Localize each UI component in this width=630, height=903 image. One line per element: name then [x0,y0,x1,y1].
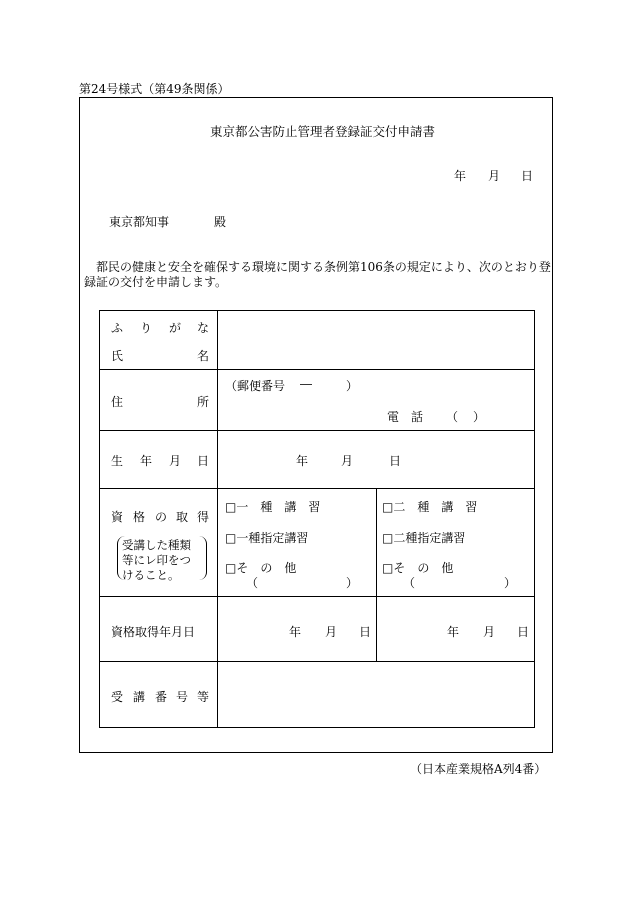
paper-size-note: （日本産業規格A列4番） [410,762,547,776]
date-day-label: 日 [521,169,534,183]
qualification-label-char-4: 取 [176,510,189,524]
phone-label: 電 話 [387,410,424,424]
birth-label-char-3: 月 [169,454,182,468]
checkbox-type1-course[interactable]: □一 種 講 習 [225,500,321,514]
qualification-label-char-2: 格 [133,510,146,524]
postal-label: （郵便番号 [225,379,286,393]
row-divider [99,369,535,370]
course-number-label-char-3: 番 [155,690,168,704]
birth-month-label: 月 [341,454,354,468]
birth-label-char-4: 日 [197,454,210,468]
furigana-char-3: が [169,321,182,335]
row-divider [99,430,535,431]
instruction-line-3: けること。 [122,568,180,582]
birth-label-char-2: 年 [140,454,153,468]
furigana-char-2: り [140,321,153,335]
label-column-divider [217,310,218,728]
furigana-char-4: な [197,321,210,335]
row-divider [99,661,535,662]
address-field[interactable] [220,371,532,428]
postal-close: ） [346,379,359,393]
checkbox-type1-designated-course[interactable]: □一種指定講習 [225,531,309,545]
name-label-char-2: 名 [197,349,210,363]
other-left-open-paren: （ [246,576,259,590]
furigana-char-1: ふ [111,321,124,335]
acq-right-year: 年 [447,625,460,639]
course-number-label-char-4: 号 [176,690,189,704]
checkbox-other-left[interactable]: □そ の 他 [225,561,297,575]
birth-day-label: 日 [389,454,402,468]
birth-label-char-1: 生 [111,454,124,468]
birth-date-field[interactable] [220,432,532,486]
qualification-label-char-5: 得 [197,510,210,524]
value-column-divider [376,488,377,661]
addressee-honorific: 殿 [214,215,227,229]
acquisition-date-field-left[interactable] [220,598,374,659]
qualification-label-char-1: 資 [111,510,124,524]
row-divider [99,596,535,597]
address-label-char-1: 住 [111,395,124,409]
other-right-open-paren: （ [403,576,416,590]
instruction-line-2: 等にレ印をつ [122,553,191,567]
course-number-field[interactable] [220,663,532,726]
other-left-close-paren: ） [346,576,359,590]
acquisition-date-label: 資格取得年月日 [111,625,196,639]
qualification-label-char-3: の [155,510,168,524]
checkbox-other-right[interactable]: □そ の 他 [382,561,454,575]
acq-left-day: 日 [359,625,372,639]
form-number: 第24号様式（第49条関係） [79,82,230,96]
row-divider [99,488,535,489]
checkbox-type2-course[interactable]: □二 種 講 習 [382,500,478,514]
acq-right-day: 日 [517,625,530,639]
date-month-label: 月 [488,169,501,183]
form-title: 東京都公害防止管理者登録証交付申請書 [210,124,436,139]
body-line-1: 都民の健康と安全を確保する環境に関する条例第106条の規定により、次のとおり登 [96,260,551,274]
course-number-label-char-5: 等 [197,690,210,704]
addressee-name: 東京都知事 [109,215,170,229]
phone-close: ） [473,410,486,424]
checkbox-type2-designated-course[interactable]: □二種指定講習 [382,531,466,545]
birth-year-label: 年 [296,454,309,468]
name-field[interactable] [220,312,532,367]
other-right-close-paren: ） [504,576,517,590]
acq-left-year: 年 [289,625,302,639]
body-line-2: 録証の交付を申請します。 [84,275,228,289]
name-label-char-1: 氏 [111,349,124,363]
address-label-char-2: 所 [197,395,210,409]
acquisition-date-field-right[interactable] [379,598,532,659]
date-year-label: 年 [454,169,467,183]
course-number-label-char-1: 受 [111,690,124,704]
phone-open: （ [446,410,459,424]
acq-right-month: 月 [483,625,496,639]
postal-dash: ― [300,377,312,391]
instruction-line-1: 受講した種類 [122,538,191,552]
course-number-label-char-2: 講 [133,690,146,704]
acq-left-month: 月 [325,625,338,639]
